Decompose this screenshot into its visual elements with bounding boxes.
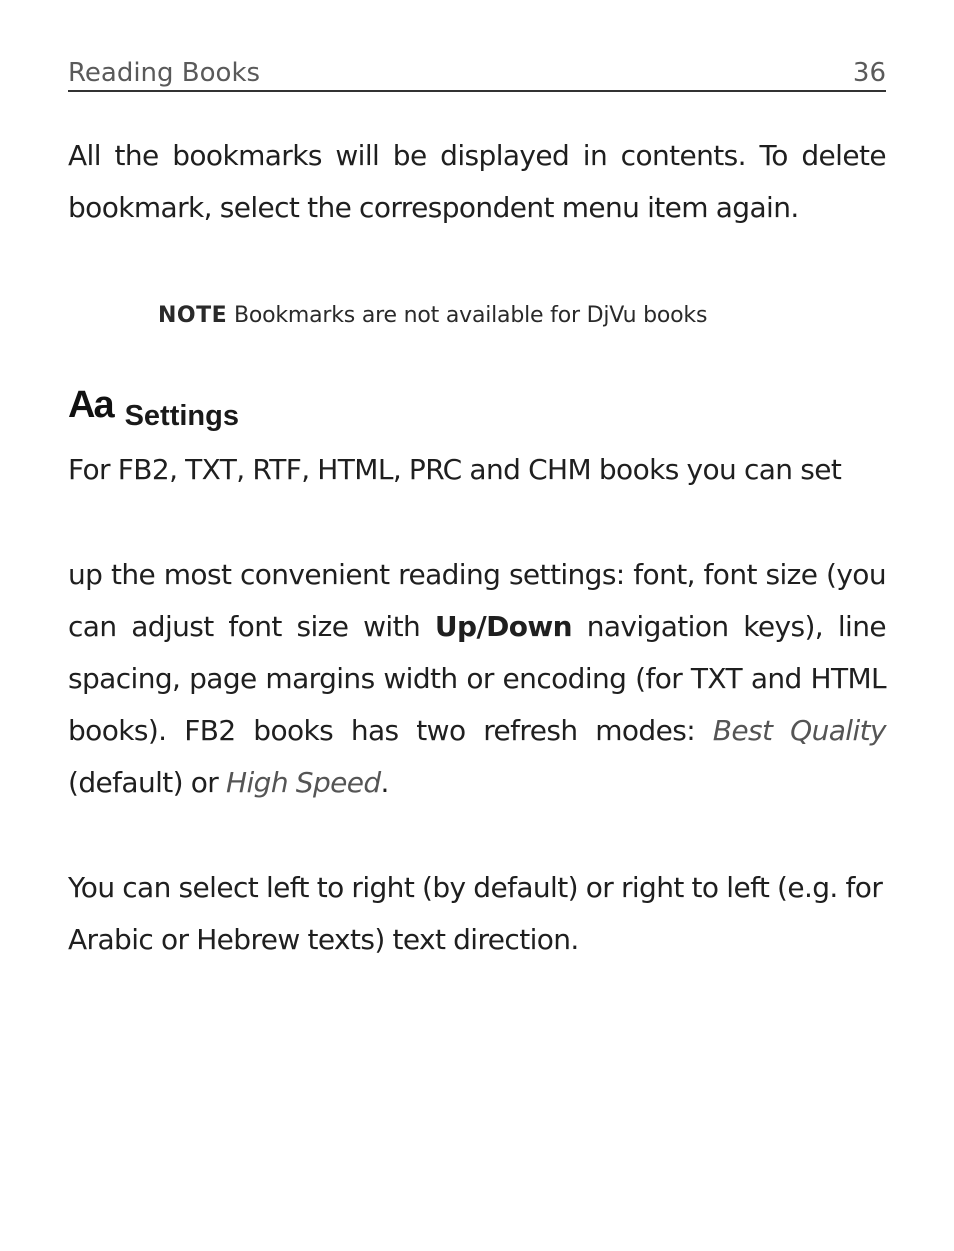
up-down-keys-label: Up/Down [434,610,572,643]
font-settings-icon: Aa [68,384,113,426]
settings-heading-text: Settings [124,400,239,432]
settings-text-part4: . [380,766,389,799]
settings-details-paragraph [68,549,886,809]
settings-heading [68,384,239,444]
running-header [68,56,886,92]
settings-intro-paragraph: For FB2, TXT, RTF, HTML, PRC and CHM books you can set [68,453,842,486]
text-direction-paragraph: You can select left to right (by default) or right to left (e.g. for Arabic or Hebrew texts) text direction. [68,871,883,956]
settings-text-part2: navigation keys), line spacing, page margins width or encoding (for TXT and HTML books). FB2 books has two refresh modes: [68,610,886,747]
high-speed-mode: High Speed [226,766,381,799]
section-title: Reading Books [68,58,261,88]
bookmarks-paragraph: All the bookmarks will be displayed in contents. To delete bookmark, select the correspondent menu item again. [68,139,886,224]
note-text: Bookmarks are not available for DjVu books [227,303,708,328]
page-number: 36 [852,58,886,88]
settings-text-part1: up the most convenient reading settings: font, font size (you can adjust font size with [68,558,886,643]
best-quality-mode: Best Quality [712,714,886,747]
note-label: NOTE [158,303,228,328]
note-box [158,298,707,334]
settings-text-part3: (default) or [68,766,227,799]
